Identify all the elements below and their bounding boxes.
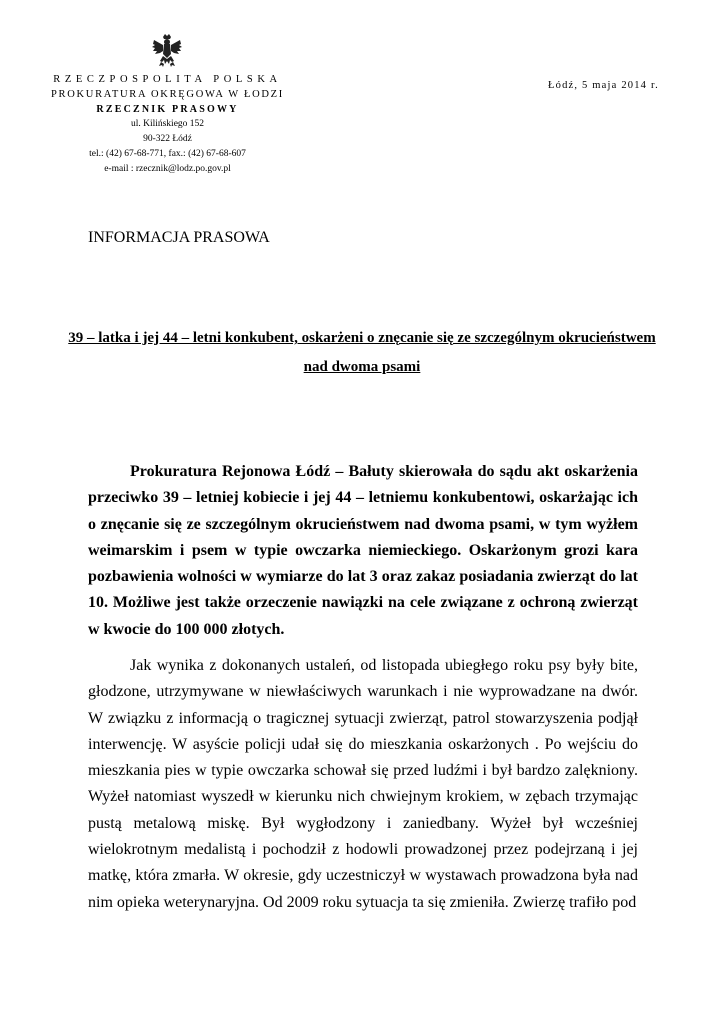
- lead-paragraph: [88, 459, 638, 643]
- polish-eagle-emblem-icon: [152, 34, 182, 68]
- letterhead-office: PROKURATURA OKRĘGOWA W ŁODZI: [50, 89, 284, 100]
- press-release-title: 39 – latka i jej 44 – letni konkubent, oskarżeni o znęcanie się ze szczególnym okrucieństwem nad dwoma psami: [68, 330, 656, 375]
- letterhead-email: e-mail : rzecznik@lodz.po.gov.pl: [104, 164, 231, 174]
- letterhead-street: ul. Kilińskiego 152: [130, 119, 205, 129]
- letterhead-city: 90-322 Łódź: [143, 134, 192, 144]
- lead-paragraph-text: Prokuratura Rejonowa Łódź – Bałuty skierowała do sądu akt oskarżenia przeciwko 39 – letniej kobiecie i jej 44 – letniemu konkubentowi, oskarżając ich o znęcanie się ze szczególnym okrucieństwem nad dwoma psami, w tym wyżłem weimarskim i psem w typie owczarka niemieckiego. Oskarżonym grozi kara pozbawienia wolności w wymiarze do lat 3 oraz zakaz posiadania zwierząt do lat 10. Możliwe jest także orzeczenie nawiązki na cele związane z ochroną zwierząt w kwocie do 100 000 złotych.: [88, 463, 638, 638]
- letterhead-phone: tel.: (42) 67-68-771, fax.: (42) 67-68-607: [89, 149, 246, 159]
- letterhead-role: RZECZNIK PRASOWY: [96, 104, 239, 115]
- body-paragraph: [88, 653, 638, 916]
- document-date: Łódź, 5 maja 2014 r.: [548, 80, 659, 91]
- body-paragraph-text: Jak wynika z dokonanych ustaleń, od listopada ubiegłego roku psy były bite, głodzone, utrzymywane w niewłaściwych warunkach i nie wyprowadzane na dwór. W związku z informacją o tragicznej sytuacji zwierząt, patrol stowarzyszenia podjął interwencję. W asyście policji udał się do mieszkania oskarżonych . Po wejściu do mieszkania pies w typie owczarka schował się przed ludźmi i był bardzo zalękniony. Wyżeł natomiast wyszedł w kierunku nich chwiejnym krokiem, w zębach trzymając pustą metalową miskę. Był wygłodzony i zaniedbany. Wyżeł był wcześniej wielokrotnym medalistą i pochodził z hodowli prowadzonej przez podejrzaną i jej matkę, która zmarła. W okresie, gdy uczestniczył w wystawach prowadzona była nad nim opieka weterynaryjna. Od 2009 roku sytuacja ta się zmieniła. Zwierzę trafiło pod: [88, 657, 638, 911]
- letterhead-country: RZECZPOSPOLITA POLSKA: [53, 74, 282, 85]
- letterhead: [40, 72, 295, 177]
- document-type-heading: INFORMACJA PRASOWA: [88, 229, 270, 246]
